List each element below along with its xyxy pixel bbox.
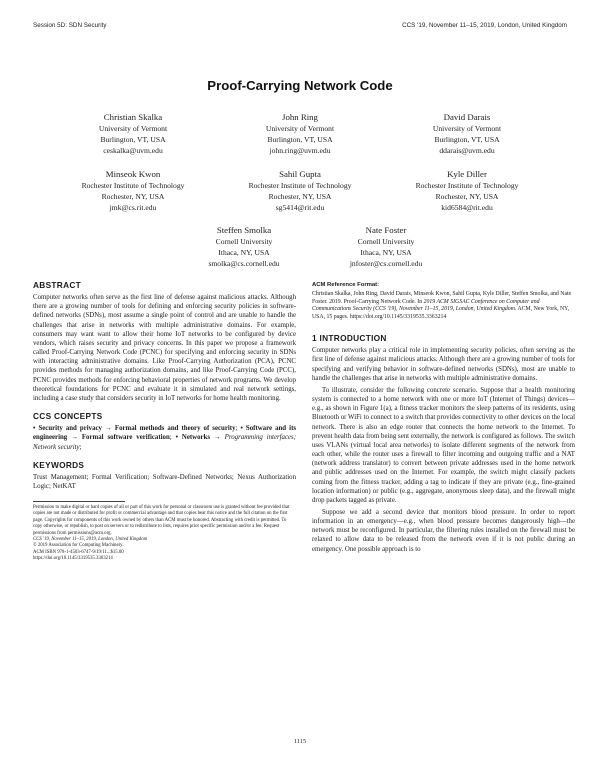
ccs-concept-detail: Programming interfaces; Network security — [33, 434, 296, 451]
author-location: Ithaca, NY, USA — [218, 248, 270, 257]
author-affiliation: Cornell University — [215, 237, 273, 246]
author-email: jnfoster@cs.cornell.edu — [349, 259, 423, 268]
right-column — [312, 281, 575, 554]
author-name: Christian Skalka — [103, 112, 163, 122]
intro-paragraph: To illustrate, consider the following concrete scenario. Suppose that a health monitoring system is connected to a home network with one or more IoT (Internet of Things) devices—e.g., as shown in Figure 1(a), a fitness tracker monitors the sleep patterns of its residents, using Bluetooth or WiFi to connect to a switch that provides connectivity to other devices on the local network. There is also an edge router that connects the home network to the Internet. To prevent health data from being sent externally, the network is configured as follows. The switch uses VLANs (virtual local area networks) to isolate different segments of the network from each other, while the router uses a firewall to filter incoming and outgoing traffic and a NAT (network address translator) to convert between private addresses used in the home network and public addresses used on the Internet. For example, the switch might classify packets coming from the fitness tracker, adding a tag to indicate if they are private (e.g., fine-grained location information) or public (e.g., aggregate, anonymous sleep data), and the firewall might drop packets tagged as private. — [312, 386, 575, 504]
author-block — [164, 224, 324, 269]
intro-paragraph: Suppose we add a second device that monitors blood pressure. In order to report information in an emergency—e.g., when blood pressure becomes dangerously high—the network must be reconfigured. In particular, the filtering rules installed on the firewall must be relaxed to allow data to be released from the network even if it is not public during an emergency. One possible approach is to — [312, 508, 575, 553]
author-affiliation: Cornell University — [357, 237, 415, 246]
author-affiliation: Rochester Institute of Technology — [248, 181, 352, 190]
reference-format-heading: ACM Reference Format: — [312, 282, 380, 288]
author-affiliation: University of Vermont — [265, 124, 335, 133]
permission-venue: CCS '19, November 11–15, 2019, London, United Kingdom — [33, 536, 148, 542]
permission-notice — [33, 505, 296, 562]
author-email: smolka@cs.cornell.edu — [208, 259, 280, 268]
author-affiliation: Rochester Institute of Technology — [81, 181, 185, 190]
author-name: John Ring — [282, 112, 318, 122]
ccs-concept: • Security and privacy → Formal methods and theory of security — [33, 425, 236, 433]
permission-doi: https://doi.org/10.1145/3319535.3363214 — [33, 555, 113, 561]
author-block — [220, 111, 380, 156]
running-header — [33, 22, 567, 34]
author-block — [53, 168, 213, 213]
author-location: Rochester, NY, USA — [101, 192, 165, 201]
author-location: Rochester, NY, USA — [435, 192, 499, 201]
author-email: ceskalka@uvm.edu — [103, 146, 163, 155]
permission-text: Permission to make digital or hard copies of all or part of this work for personal or classroom use is granted without fee provided that copies are not made or distributed for profit or commercial advantage and that copies bear this notice and the full citation on the first page. Copyrights for components of this work owned by others than ACM must be honored. Abstracting with credit is permitted. To copy otherwise, or republish, to post on servers or to redistribute to lists, requires prior specific permission and/or a fee. Request permissions from permissions@acm.org. — [33, 505, 290, 536]
author-location: Rochester, NY, USA — [268, 192, 332, 201]
footnote-divider — [33, 501, 125, 502]
abstract-heading: ABSTRACT — [33, 280, 82, 290]
author-location: Burlington, VT, USA — [267, 135, 333, 144]
left-column — [33, 281, 296, 562]
author-block — [387, 111, 547, 156]
author-email: sg5414@rit.edu — [275, 203, 325, 212]
author-name: Kyle Diller — [447, 169, 487, 179]
author-email: john.ring@uvm.edu — [269, 146, 331, 155]
permission-copyright: © 2019 Association for Computing Machinery. — [33, 543, 124, 549]
session-label: Session 5D: SDN Security — [33, 22, 107, 29]
author-block — [387, 168, 547, 213]
reference-venue: 2019 ACM SIGSAC Conference on Computer and Communications Security (CCS '19), November 11–15, 2019, London, United Kingdom — [312, 298, 540, 313]
author-name: David Darais — [443, 112, 491, 122]
reference-format-text: Christian Skalka, John Ring, David Darais, Minseok Kwon, Sahil Gupta, Kyle Diller, Steffen Smolka, and Nate Foster. 2019. Proof-Carrying Network Code. In 2019 ACM SIGSAC Conference on Computer and Communications Security (CCS '19), November 11–15, 2019, London, United Kingdom. ACM, New York, NY, USA, 15 pages. https://doi.org/10.1145/3319535.3363214 — [312, 291, 572, 320]
author-affiliation: Rochester Institute of Technology — [415, 181, 519, 190]
author-name: Nate Foster — [365, 225, 407, 235]
paper-title: Proof-Carrying Network Code — [207, 78, 393, 93]
conference-label: CCS '19, November 11–15, 2019, London, United Kingdom — [402, 22, 567, 29]
intro-paragraph: Computer networks play a critical role in implementing security policies, often serving as the first line of defense against malicious attacks. Although there are a growing number of tools for specifying and verifying behavior in software-defined networks (SDNs), most are unable to handle the challenges that arise in networks with multiple administrative domains. — [312, 347, 575, 382]
author-email: kid6584@rit.edu — [441, 203, 493, 212]
permission-isbn: ACM ISBN 978-1-4503-6747-9/19/11...$15.00 — [33, 549, 124, 555]
author-location: Burlington, VT, USA — [100, 135, 166, 144]
abstract-text: Computer networks often serve as the first line of defense against malicious attacks. Although there are a growing number of tools for defining and enforcing security policies in software-defined networks (SDNs), most assume a single point of control and are unable to handle the challenges that arise in networks with multiple administrative domains. For example, consumers may want want to allow their home IoT networks to be configured by device vendors, which raises security and privacy concerns. In this paper we propose a framework called Proof-Carrying Network Code (PCNC) for specifying and enforcing security in SDNs with interacting administrative domains. Like Proof-Carrying Authorization (PCA), PCNC provides methods for managing authorization domains, and like Proof-Carrying Code (PCC), PCNC provides methods for enforcing behavioral properties of network programs. We develop theoretical foundations for PCNC and evaluate it in simulated and real network settings, including a case study that considers security in IoT networks for home health monitoring. — [33, 294, 296, 402]
author-affiliation: University of Vermont — [98, 124, 168, 133]
ccs-concepts-heading: CCS CONCEPTS — [33, 411, 103, 422]
author-block — [53, 111, 213, 156]
author-block — [306, 224, 466, 269]
author-name: Steffen Smolka — [216, 225, 272, 235]
keywords-text: Trust Management; Formal Verification; Software-Defined Networks; Nexus Authorization Logic; NetKAT — [33, 473, 296, 490]
ccs-concept: • Software and its engineering → Formal software verification — [33, 425, 297, 442]
introduction-heading: 1 INTRODUCTION — [312, 333, 387, 344]
author-email: ddarais@uvm.edu — [439, 146, 495, 155]
author-location: Ithaca, NY, USA — [360, 248, 412, 257]
keywords-heading: KEYWORDS — [33, 459, 85, 470]
author-name: Minseok Kwon — [105, 169, 161, 179]
author-block — [220, 168, 380, 213]
ccs-concepts-text: • Security and privacy → Formal methods and theory of security; • Software and its engineering → Formal software verification; • Networks → Programming interfaces; Network security; — [33, 425, 297, 451]
page-number: 1115 — [293, 738, 307, 745]
author-email: jmk@cs.rit.edu — [109, 203, 157, 212]
author-name: Sahil Gupta — [279, 169, 321, 179]
ccs-concept: • Networks → — [175, 434, 221, 442]
author-location: Burlington, VT, USA — [434, 135, 500, 144]
author-affiliation: University of Vermont — [432, 124, 502, 133]
